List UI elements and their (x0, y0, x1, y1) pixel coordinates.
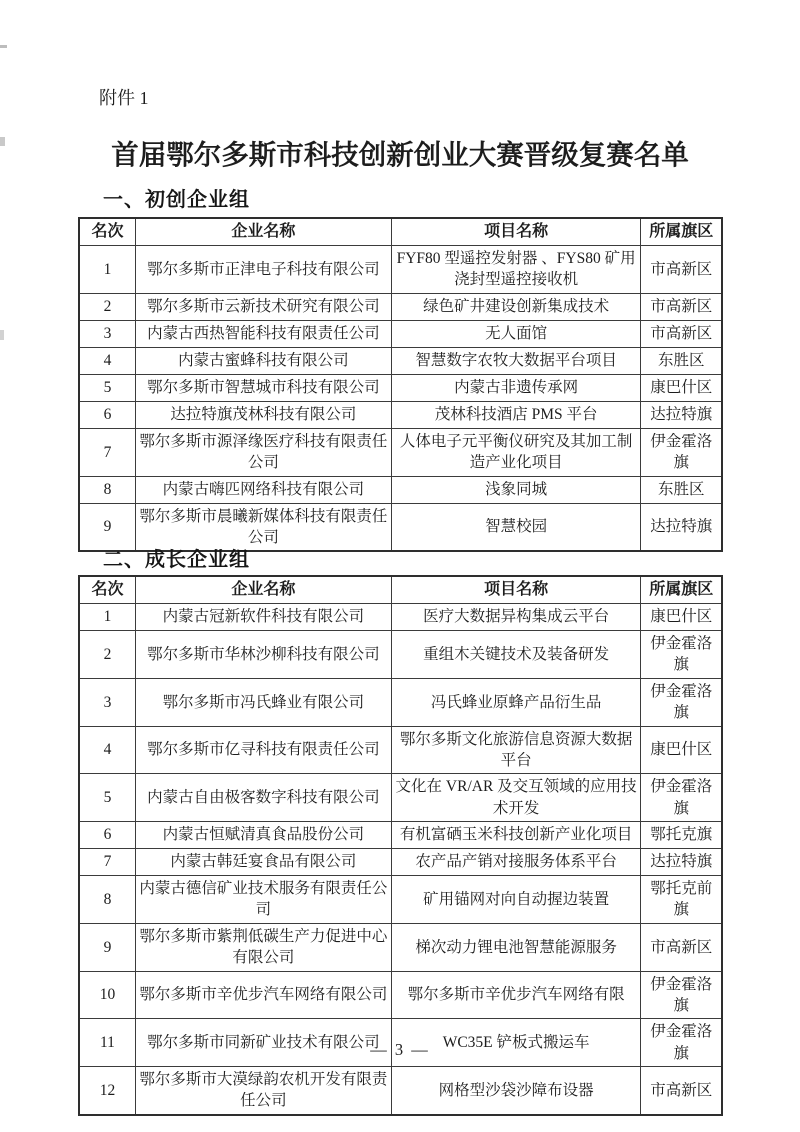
column-header: 所属旗区 (641, 218, 722, 246)
project-name-cell: 有机富硒玉米科技创新产业化项目 (391, 822, 641, 849)
rank-cell: 4 (79, 726, 135, 774)
company-name-cell: 鄂尔多斯市亿寻科技有限责任公司 (135, 726, 391, 774)
rank-cell: 8 (79, 876, 135, 924)
company-name-cell: 达拉特旗茂林科技有限公司 (135, 401, 391, 428)
district-cell: 伊金霍洛旗 (641, 678, 722, 726)
district-cell: 达拉特旗 (641, 503, 722, 551)
project-name-cell: 鄂尔多斯文化旅游信息资源大数据平台 (391, 726, 641, 774)
column-header: 项目名称 (391, 218, 641, 246)
project-name-cell: 医疗大数据异构集成云平台 (391, 604, 641, 631)
project-name-cell: 鄂尔多斯市辛优步汽车网络有限 (391, 971, 641, 1019)
district-cell: 市高新区 (641, 293, 722, 320)
rank-cell: 6 (79, 822, 135, 849)
company-name-cell: 鄂尔多斯市辛优步汽车网络有限公司 (135, 971, 391, 1019)
document-title: 首届鄂尔多斯市科技创新创业大赛晋级复赛名单 (111, 139, 689, 170)
table-row (79, 822, 722, 849)
rank-cell: 7 (79, 849, 135, 876)
rank-cell: 1 (79, 246, 135, 294)
project-name-cell: WC35E 铲板式搬运车 (391, 1019, 641, 1067)
table-row (79, 401, 722, 428)
scan-artifact (0, 330, 4, 340)
district-cell: 康巴什区 (641, 374, 722, 401)
company-name-cell: 内蒙古自由极客数字科技有限公司 (135, 774, 391, 822)
table-row (79, 631, 722, 679)
company-name-cell: 内蒙古恒赋清真食品股份公司 (135, 822, 391, 849)
company-name-cell: 内蒙古冠新软件科技有限公司 (135, 604, 391, 631)
rank-cell: 5 (79, 374, 135, 401)
district-cell: 东胜区 (641, 476, 722, 503)
rank-cell: 6 (79, 401, 135, 428)
project-name-cell: 重组木关键技术及装备研发 (391, 631, 641, 679)
rank-cell: 5 (79, 774, 135, 822)
rank-cell: 2 (79, 293, 135, 320)
column-header: 项目名称 (391, 576, 641, 604)
project-name-cell: 智慧数字农牧大数据平台项目 (391, 347, 641, 374)
project-name-cell: 浅象同城 (391, 476, 641, 503)
column-header: 企业名称 (135, 576, 391, 604)
table-row (79, 320, 722, 347)
table-row (79, 1067, 722, 1115)
rank-cell: 3 (79, 678, 135, 726)
table-row (79, 876, 722, 924)
company-name-cell: 内蒙古蜜蜂科技有限公司 (135, 347, 391, 374)
company-name-cell: 内蒙古嗨匹网络科技有限公司 (135, 476, 391, 503)
table-header-row (79, 218, 722, 246)
rank-cell: 9 (79, 503, 135, 551)
table-row (79, 293, 722, 320)
table-row (79, 428, 722, 476)
company-name-cell: 鄂尔多斯市华林沙柳科技有限公司 (135, 631, 391, 679)
project-name-cell: 梯次动力锂电池智慧能源服务 (391, 923, 641, 971)
district-cell: 伊金霍洛旗 (641, 774, 722, 822)
company-name-cell: 内蒙古德信矿业技术服务有限责任公司 (135, 876, 391, 924)
company-name-cell: 鄂尔多斯市同新矿业技术有限公司 (135, 1019, 391, 1067)
attachment-label: 附件 1 (99, 88, 149, 108)
district-cell: 东胜区 (641, 347, 722, 374)
company-name-cell: 鄂尔多斯市源泽缘医疗科技有限责任公司 (135, 428, 391, 476)
rank-cell: 3 (79, 320, 135, 347)
district-cell: 伊金霍洛旗 (641, 971, 722, 1019)
project-name-cell: 绿色矿井建设创新集成技术 (391, 293, 641, 320)
rank-cell: 10 (79, 971, 135, 1019)
project-name-cell: 农产品产销对接服务体系平台 (391, 849, 641, 876)
table-row (79, 374, 722, 401)
table-row (79, 726, 722, 774)
growth-group-table (78, 575, 723, 1116)
rank-cell: 8 (79, 476, 135, 503)
rank-cell: 2 (79, 631, 135, 679)
company-name-cell: 内蒙古西热智能科技有限责任公司 (135, 320, 391, 347)
district-cell: 鄂托克旗 (641, 822, 722, 849)
rank-cell: 7 (79, 428, 135, 476)
column-header: 名次 (79, 218, 135, 246)
district-cell: 康巴什区 (641, 726, 722, 774)
rank-cell: 1 (79, 604, 135, 631)
company-name-cell: 鄂尔多斯市大漠绿韵农机开发有限责任公司 (135, 1067, 391, 1115)
table-row (79, 678, 722, 726)
project-name-cell: 内蒙古非遗传承网 (391, 374, 641, 401)
company-name-cell: 鄂尔多斯市正津电子科技有限公司 (135, 246, 391, 294)
rank-cell: 9 (79, 923, 135, 971)
district-cell: 伊金霍洛旗 (641, 428, 722, 476)
project-name-cell: 冯氏蜂业原蜂产品衍生品 (391, 678, 641, 726)
project-name-cell: FYF80 型遥控发射器 、FYS80 矿用浇封型遥控接收机 (391, 246, 641, 294)
project-name-cell: 茂林科技酒店 PMS 平台 (391, 401, 641, 428)
district-cell: 市高新区 (641, 320, 722, 347)
district-cell: 康巴什区 (641, 604, 722, 631)
page-number: — 3 — (370, 1040, 430, 1059)
company-name-cell: 内蒙古韩廷宴食品有限公司 (135, 849, 391, 876)
company-name-cell: 鄂尔多斯市晨曦新媒体科技有限责任公司 (135, 503, 391, 551)
rank-cell: 4 (79, 347, 135, 374)
startup-group-table (78, 217, 723, 552)
district-cell: 市高新区 (641, 923, 722, 971)
table-row (79, 347, 722, 374)
district-cell: 伊金霍洛旗 (641, 1019, 722, 1067)
scan-artifact (0, 45, 7, 48)
company-name-cell: 鄂尔多斯市云新技术研究有限公司 (135, 293, 391, 320)
column-header: 名次 (79, 576, 135, 604)
table-row (79, 971, 722, 1019)
table-row (79, 246, 722, 294)
section-heading-growth-group: 二、成长企业组 (103, 549, 250, 571)
table-row (79, 923, 722, 971)
district-cell: 市高新区 (641, 246, 722, 294)
district-cell: 伊金霍洛旗 (641, 631, 722, 679)
company-name-cell: 鄂尔多斯市冯氏蜂业有限公司 (135, 678, 391, 726)
table-header-row (79, 576, 722, 604)
table-row (79, 476, 722, 503)
project-name-cell: 文化在 VR/AR 及交互领域的应用技术开发 (391, 774, 641, 822)
district-cell: 达拉特旗 (641, 849, 722, 876)
table-row (79, 604, 722, 631)
district-cell: 市高新区 (641, 1067, 722, 1115)
project-name-cell: 无人面馆 (391, 320, 641, 347)
rank-cell: 11 (79, 1019, 135, 1067)
column-header: 企业名称 (135, 218, 391, 246)
project-name-cell: 网格型沙袋沙障布设器 (391, 1067, 641, 1115)
district-cell: 鄂托克前旗 (641, 876, 722, 924)
company-name-cell: 鄂尔多斯市紫荆低碳生产力促进中心有限公司 (135, 923, 391, 971)
column-header: 所属旗区 (641, 576, 722, 604)
project-name-cell: 智慧校园 (391, 503, 641, 551)
table-row (79, 774, 722, 822)
rank-cell: 12 (79, 1067, 135, 1115)
project-name-cell: 人体电子元平衡仪研究及其加工制造产业化项目 (391, 428, 641, 476)
company-name-cell: 鄂尔多斯市智慧城市科技有限公司 (135, 374, 391, 401)
project-name-cell: 矿用锚网对向自动握边装置 (391, 876, 641, 924)
section-heading-startup-group: 一、初创企业组 (103, 189, 250, 211)
table-row (79, 849, 722, 876)
district-cell: 达拉特旗 (641, 401, 722, 428)
